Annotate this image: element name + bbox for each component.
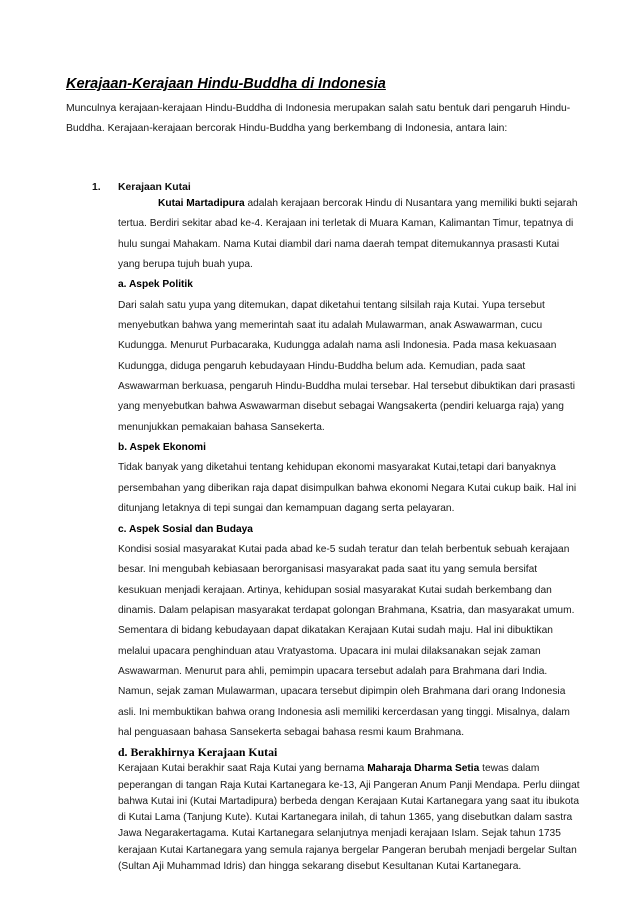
section-title-kutai: Kerajaan Kutai	[118, 182, 191, 193]
politik-paragraph: Dari salah satu yupa yang ditemukan, dapat diketahui tentang silsilah raja Kutai. Yupa tersebut menyebutkan bahwa yang memerintah saat itu adalah Mulawarman, anak Aswawarman, cucu Kudungga. Menurut Purbacaraka, Kudungga adalah nama asli Indonesia. Pada masa kekuasaan Kudungga, diduga pengaruh kebudayaan Hindu-Buddha belum ada. Kemudian, pada saat Aswawarman berkuasa, pengaruh Hindu-Buddha mulai tersebar. Hal tersebut dibuktikan dari prasasti yang menyebutkan bahwa Aswawarman disebut sebagai Wangsakerta (pendiri keluarga raja) yang menunjukkan pemakaian bahasa Sansekerta.	[118, 299, 575, 433]
heading-aspek-ekonomi: b. Aspek Ekonomi	[118, 442, 206, 454]
heading-aspek-sosial-budaya: c. Aspek Sosial dan Budaya	[118, 523, 253, 535]
kutai-intro-paragraph	[118, 194, 580, 275]
section-body-kutai	[118, 194, 580, 875]
akhir-paragraph	[118, 761, 580, 875]
kutai-intro-text: adalah kerajaan bercorak Hindu di Nusantara yang memiliki bukti sejarah tertua. Berdiri sekitar abad ke-4. Kerajaan ini terletak di Muara Kaman, Kalimantan Timur, tepatnya di hulu sungai Mahakam. Nama Kutai diambil dari nama daerah tempat ditemukannya prasasti Kutai yang berupa tujuh buah yupa.	[118, 198, 578, 271]
ekonomi-paragraph: Tidak banyak yang diketahui tentang kehidupan ekonomi masyarakat Kutai,tetapi dari banyaknya persembahan yang diberikan raja dapat disimpulkan bahwa ekonomi Negara Kutai cukup baik. Hal ini ditunjang letaknya di tepi sungai dan kemampuan dagang serta pelayaran.	[118, 462, 577, 515]
sosial-paragraph-2: Sementara di bidang kebudayaan dapat dikatakan Kerajaan Kutai sudah maju. Hal ini dibuktikan melalui upacara penghinduan atau Vratyastoma. Upacara ini mulai dilaksanakan sejak zaman Aswawarman. Menurut para ahli, pemimpin upacara tersebut adalah para Brahmana dari India. Namun, sejak zaman Mulawarman, upacara tersebut dipimpin oleh Brahmana dari orang Indonesia asli. Ini membuktikan bahwa orang Indonesia asli memiliki kercerdasan yang tinggi. Misalnya, dalam hal penguasaan bahasa Sansekerta sebagai bahasa resmi kaum Brahmana.	[118, 625, 570, 738]
akhir-text-pre: Kerajaan Kutai berakhir saat Raja Kutai yang bernama	[118, 763, 368, 775]
dharma-setia-bold: Maharaja Dharma Setia	[367, 763, 480, 775]
sosial-paragraph-1: Kondisi sosial masyarakat Kutai pada abad ke-5 sudah teratur dan telah berbentuk sebuah kerajaan besar. Ini mengubah kebiasaan berorganisasi masyarakat pada saat itu yang semula bersifat kesukuan menjadi kerajaan. Artinya, kehidupan sosial masyarakat Kutai sudah berkembang dan dinamis. Dalam pelapisan masyarakat terdapat golongan Brahmana, Ksatria, dan masyarakat umum.	[118, 543, 575, 616]
heading-berakhirnya-kutai: d. Berakhirnya Kerajaan Kutai	[118, 745, 278, 760]
akhir-text-post: tewas dalam peperangan di tangan Raja Kutai Kartanegara ke-13, Aji Pangeran Anum Panji Mendapa. Perlu diingat bahwa Kutai ini (Kutai Martadipura) berbeda dengan Kerajaan Kutai Kartanegara yang saat itu ibukota di Kutai Lama (Tanjung Kute). Kutai Kartanegara inilah, di tahun 1365, yang disebutkan dalam sastra Jawa Negarakertagama. Kutai Kartanegara selanjutnya menjadi kerajaan Islam. Sejak tahun 1735 kerajaan Kutai Kartanegara yang semula rajanya bergelar Pangeran berubah menjadi bergelar Sultan (Sultan Aji Muhammad Idris) dan hingga sekarang disebut Kesultanan Kutai Kartanegara.	[118, 763, 580, 873]
list-number: 1.	[92, 182, 101, 193]
kutai-name-bold: Kutai Martadipura	[158, 198, 245, 209]
document-title: Kerajaan-Kerajaan Hindu-Buddha di Indonesia	[66, 76, 386, 92]
heading-aspek-politik: a. Aspek Politik	[118, 279, 193, 291]
intro-paragraph: Munculnya kerajaan-kerajaan Hindu-Buddha di Indonesia merupakan salah satu bentuk dari pengaruh Hindu-Buddha. Kerajaan-kerajaan bercorak Hindu-Buddha yang berkembang di Indonesia, antara lain:	[66, 103, 571, 135]
